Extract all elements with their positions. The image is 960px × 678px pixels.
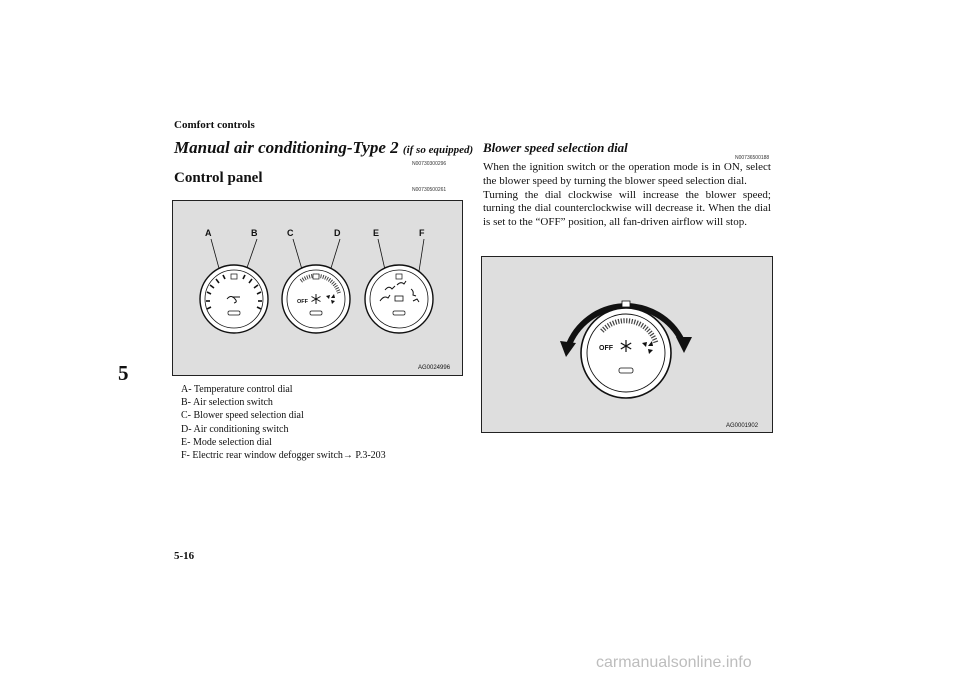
callout-d: D (334, 228, 341, 238)
body-paragraph: When the ignition switch or the operation mode is in ON, select the blower speed by turning the blower speed selection dial. (483, 161, 771, 187)
title-code: N00730300296 (412, 161, 447, 167)
blower-section-title: Blower speed selection dial (483, 140, 628, 155)
main-title-note: (if so equipped) (402, 144, 474, 156)
blower-section-body (483, 161, 771, 230)
legend-item: F- Electric rear window defogger switch→ P.3-203 (181, 450, 386, 462)
figure-id-2: AG0001902 (726, 423, 759, 429)
control-panel-legend (181, 383, 386, 462)
subtitle: Control panel (174, 170, 263, 186)
main-title (174, 138, 473, 158)
temperature-dial (200, 265, 268, 333)
blower-off-label-large: OFF (599, 345, 613, 352)
figure-id-1: AG0024996 (418, 365, 451, 371)
page-number: 5-16 (174, 550, 195, 562)
legend-item: E- Mode selection dial (181, 436, 272, 448)
callout-f: F (419, 228, 425, 238)
blower-section-code: N00736500188 (735, 155, 770, 161)
blower-off-label: OFF (297, 299, 308, 305)
body-paragraph: Turning the dial clockwise will increase the blower speed; turning the dial counterclockwise will decrease it. When the dial is set to the “OFF” position, all fan-driven airflow will stop. (483, 188, 771, 229)
legend-item: B- Air selection switch (181, 397, 273, 409)
main-title-text: Manual air conditioning-Type 2 (174, 138, 399, 157)
blower-speed-dial (282, 265, 350, 333)
callout-c: C (287, 228, 294, 238)
section-header: Comfort controls (174, 119, 255, 131)
chapter-tab: 5 (118, 361, 129, 385)
subtitle-code: N00730500261 (412, 187, 447, 193)
legend-item: A- Temperature control dial (181, 384, 293, 395)
blower-dial-figure (481, 256, 773, 433)
legend-item: D- Air conditioning switch (181, 423, 289, 435)
callout-e: E (373, 228, 380, 238)
callout-a: A (205, 228, 212, 238)
callout-b: B (251, 228, 258, 238)
control-panel-illustration (173, 201, 462, 375)
legend-item: C- Blower speed selection dial (181, 410, 304, 422)
watermark: carmanualsonline.info (596, 654, 752, 671)
blower-dial-illustration (482, 257, 772, 432)
mode-selection-dial (365, 265, 433, 333)
control-panel-figure (172, 200, 463, 376)
